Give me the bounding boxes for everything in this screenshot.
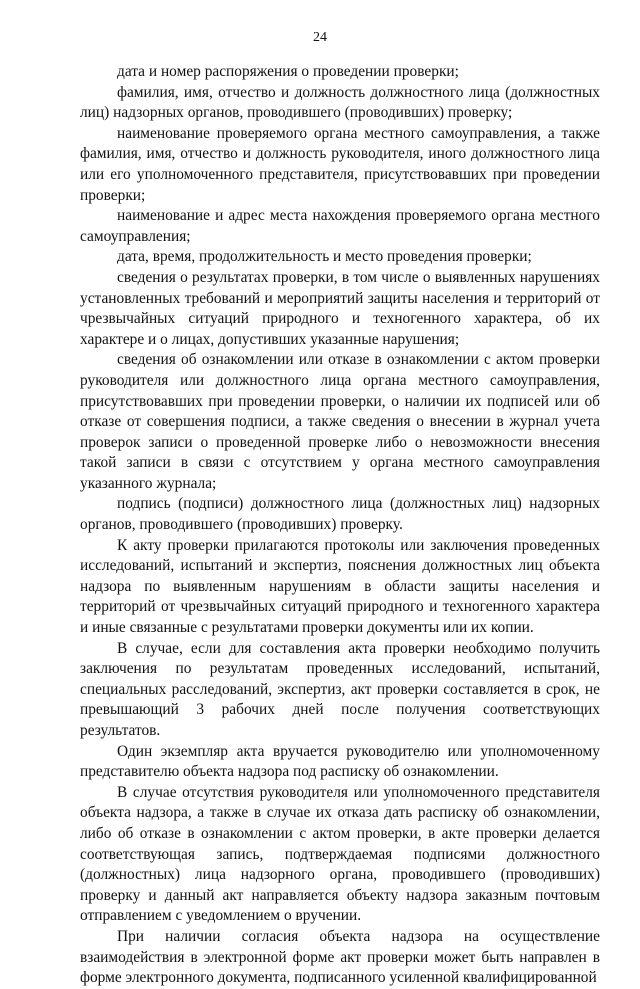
paragraph: В случае, если для составления акта проверки необходимо получить заключения по результатам проведенных исследований, испытаний, специальных расследований, экспертиз, акт проверки составляется в срок, не превышающий 3 рабочих дней после получения соответствующих результатов.	[80, 639, 600, 739]
paragraph: фамилия, имя, отчество и должность должностного лица (должностных лиц) надзорных органов, проводившего (проводивших) проверку;	[80, 83, 600, 122]
paragraph: наименование и адрес места нахождения проверяемого органа местного самоуправления;	[80, 207, 600, 245]
paragraph: дата, время, продолжительность и место проведения проверки;	[117, 248, 532, 266]
paragraph: дата и номер распоряжения о проведении проверки;	[117, 63, 459, 80]
paragraph: К акту проверки прилагаются протоколы или заключения проведенных исследований, испытаний и экспертиз, пояснения должностных лиц объекта надзора по выявленным нарушениям в области защиты населения и территорий от чрезвычайных ситуаций природного и техногенного характера и иные связанные с результатами проверки документы или их копии.	[80, 536, 600, 637]
document-body	[80, 62, 600, 989]
paragraph: подпись (подписи) должностного лица (должностных лиц) надзорных органов, проводившего (проводивших) проверку.	[80, 495, 600, 534]
page-number: 24	[313, 30, 327, 45]
paragraph: наименование проверяемого органа местного самоуправления, а также фамилия, имя, отчество и должность руководителя, иного должностного лица или его уполномоченного представителя, присутствовавших при проведении проверки;	[80, 124, 600, 204]
paragraph: сведения о результатах проверки, в том числе о выявленных нарушениях установленных требований и мероприятий защиты населения и территорий от чрезвычайных ситуаций природного и техногенного характера, об их характере и о лицах, допустивших указанные нарушения;	[80, 268, 600, 348]
paragraph: При наличии согласия объекта надзора на осуществление взаимодействия в электронной форме акт проверки может быть направлен в форме электронного документа, подписанного усиленной квалифицированной	[80, 927, 600, 987]
paragraph: В случае отсутствия руководителя или уполномоченного представителя объекта надзора, а также в случае их отказа дать расписку об ознакомлении, либо об отказе в ознакомлении с актом проверки, в акте проверки делается соответствующая запись, подтверждаемая подписями должностного (должностных) лица надзорного органа, проводившего (проводивших) проверку и данный акт направляется объекту надзора заказным почтовым отправлением с уведомлением о вручении.	[80, 783, 600, 925]
paragraph: Один экземпляр акта вручается руководителю или уполномоченному представителю объекта надзора под расписку об ознакомлении.	[80, 742, 600, 781]
paragraph: сведения об ознакомлении или отказе в ознакомлении с актом проверки руководителя или должностного лица органа местного самоуправления, присутствовавших при проведении проверки, о наличии их подписей или об отказе от совершения подписи, а также сведения о внесении в журнал учета проверок записи о проведенной проверке либо о невозможности внесения такой записи в связи с отсутствием у органа местного самоуправления указанного журнала;	[80, 351, 600, 492]
